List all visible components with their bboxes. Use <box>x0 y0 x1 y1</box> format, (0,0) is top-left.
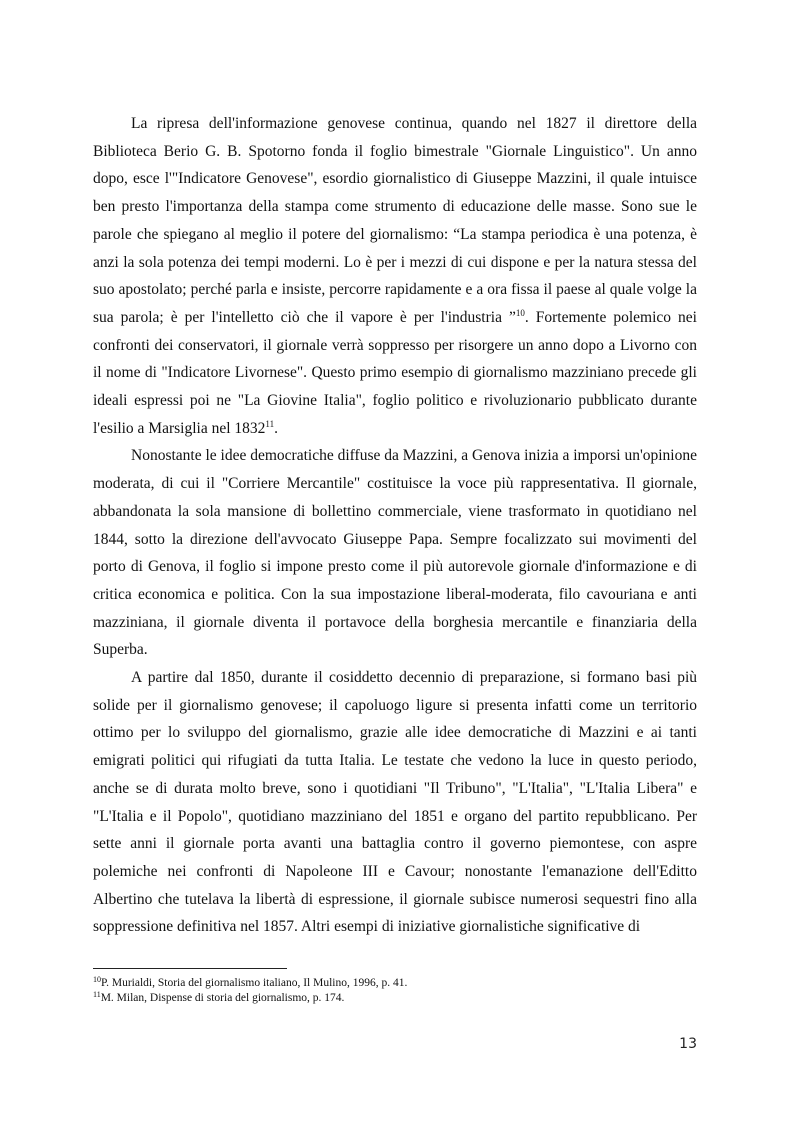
footnote-ref: 11 <box>265 418 275 429</box>
footnote-number: 10 <box>93 975 101 984</box>
footnote-text: M. Milan, Dispense di storia del giornalismo, p. 174. <box>100 992 345 1004</box>
page-number: 13 <box>679 1036 697 1052</box>
footnote-number: 11 <box>93 990 101 999</box>
paragraph: Nonostante le idee democratiche diffuse da Mazzini, a Genova inizia a imporsi un'opinione moderata, di cui il "Corriere Mercantile" costituisce la voce più rappresentativa. Il giornale, abbandonata la sola mansione di bollettino commerciale, viene trasformato in quotidiano nel 1844, sotto la direzione dell'avvocato Giuseppe Papa. Sempre focalizzato sui movimenti del porto di Genova, il foglio si impone presto come il più autorevole giornale d'informazione e di critica economica e politica. Con la sua impostazione liberal-moderata, filo cavouriana e anti mazziniana, il giornale diventa il portavoce della borghesia mercantile e finanziaria della Superba. <box>93 447 697 659</box>
footnote <box>93 991 697 1006</box>
paragraph <box>93 110 697 442</box>
footnote <box>93 976 697 991</box>
footnotes <box>93 976 697 1006</box>
paragraph-text: . <box>274 419 278 437</box>
paragraph-text: . Fortemente polemico nei confronti dei conservatori, il giornale verrà soppresso per risorgere un anno dopo a Livorno con il nome di "Indicatore Livornese". Questo primo esempio di giornalismo mazziniano precede gli ideali espressi poi ne "La Giovine Italia", foglio politico e rivoluzionario pubblicato durante l'esilio a Marsiglia nel 1832 <box>93 308 697 437</box>
paragraph: A partire dal 1850, durante il cosiddetto decennio di preparazione, si formano basi più solide per il giornalismo genovese; il capoluogo ligure si presenta infatti come un territorio ottimo per lo sviluppo del giornalismo, grazie alle idee democratiche di Mazzini e ai tanti emigrati politici qui rifugiati da tutta Italia. Le testate che vedono la luce in questo periodo, anche se di durata molto breve, sono i quotidiani "Il Tribuno", "L'Italia", "L'Italia Libera" e "L'Italia e il Popolo", quotidiano mazziniano del 1851 e organo del partito repubblicano. Per sette anni il giornale porta avanti una battaglia contro il governo piemontese, con aspre polemiche nei confronti di Napoleone III e Cavour; nonostante l'emanazione dell'Editto Albertino che tutelava la libertà di espressione, il giornale subisce numerosi sequestri fino alla soppressione definitiva nel 1857. Altri esempi di iniziative giornalistiche significative di <box>93 669 697 936</box>
footnote-divider <box>93 968 287 969</box>
footnote-text: P. Murialdi, Storia del giornalismo italiano, Il Mulino, 1996, p. 41. <box>101 977 408 989</box>
body-text <box>93 110 697 941</box>
footnote-ref: 10 <box>515 307 525 318</box>
paragraph-text: La ripresa dell'informazione genovese continua, quando nel 1827 il direttore della Biblioteca Berio G. B. Spotorno fonda il foglio bimestrale "Giornale Linguistico". Un anno dopo, esce l'"Indicatore Genovese", esordio giornalistico di Giuseppe Mazzini, il quale intuisce ben presto l'importanza della stampa come strumento di educazione delle masse. Sono sue le parole che spiegano al meglio il potere del giornalismo: “La stampa periodica è una potenza, è anzi la sola potenza dei tempi moderni. Lo è per i mezzi di cui dispone e per la natura stessa del suo apostolato; perché parla e insiste, percorre rapidamente e a ora fissa il paese al quale volge la sua parola; è per l'intelletto ciò che il vapore è per l'industria ” <box>93 115 697 326</box>
